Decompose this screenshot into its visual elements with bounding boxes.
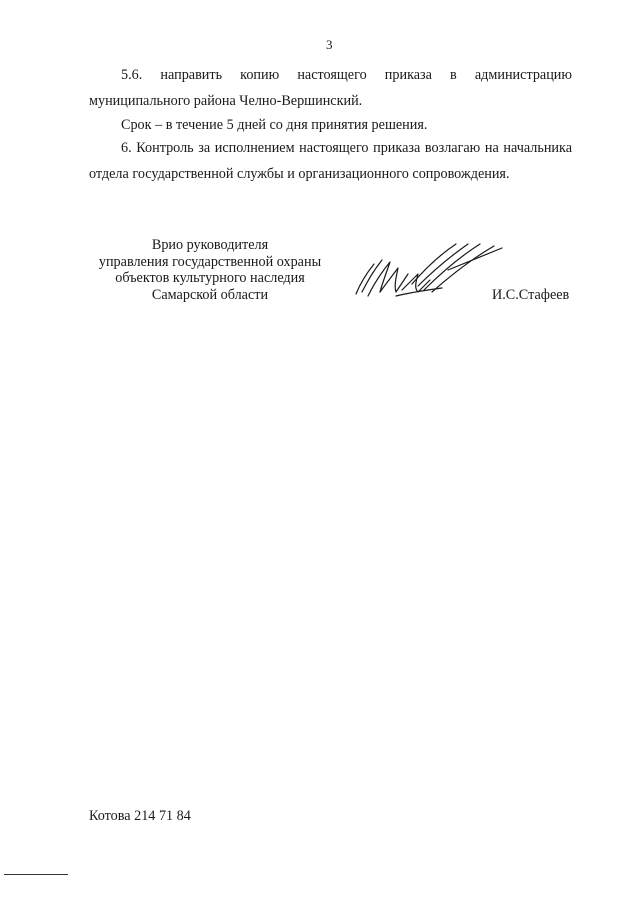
signatory-position xyxy=(60,237,360,303)
paragraph-deadline: Срок – в течение 5 дней со дня принятия решения. xyxy=(121,117,428,133)
position-line: объектов культурного наследия xyxy=(115,270,305,286)
footer-divider xyxy=(4,874,68,875)
handwritten-signature xyxy=(352,234,512,304)
paragraph-6: 6. Контроль за исполнением настоящего приказа возлагаю на начальника отдела государственной службы и организационного сопровождения. xyxy=(89,140,572,182)
position-line: управления государственной охраны xyxy=(98,253,322,270)
paragraph-5-6: 5.6. направить копию настоящего приказа в администрацию муниципального района Челно-Вершинский. xyxy=(89,67,572,109)
position-line: Самарской области xyxy=(151,286,269,303)
contact-line: Котова 214 71 84 xyxy=(89,808,191,824)
signer-name: И.С.Стафеев xyxy=(492,287,570,303)
position-line: Врио руководителя xyxy=(151,237,269,253)
page-number: 3 xyxy=(326,37,333,52)
